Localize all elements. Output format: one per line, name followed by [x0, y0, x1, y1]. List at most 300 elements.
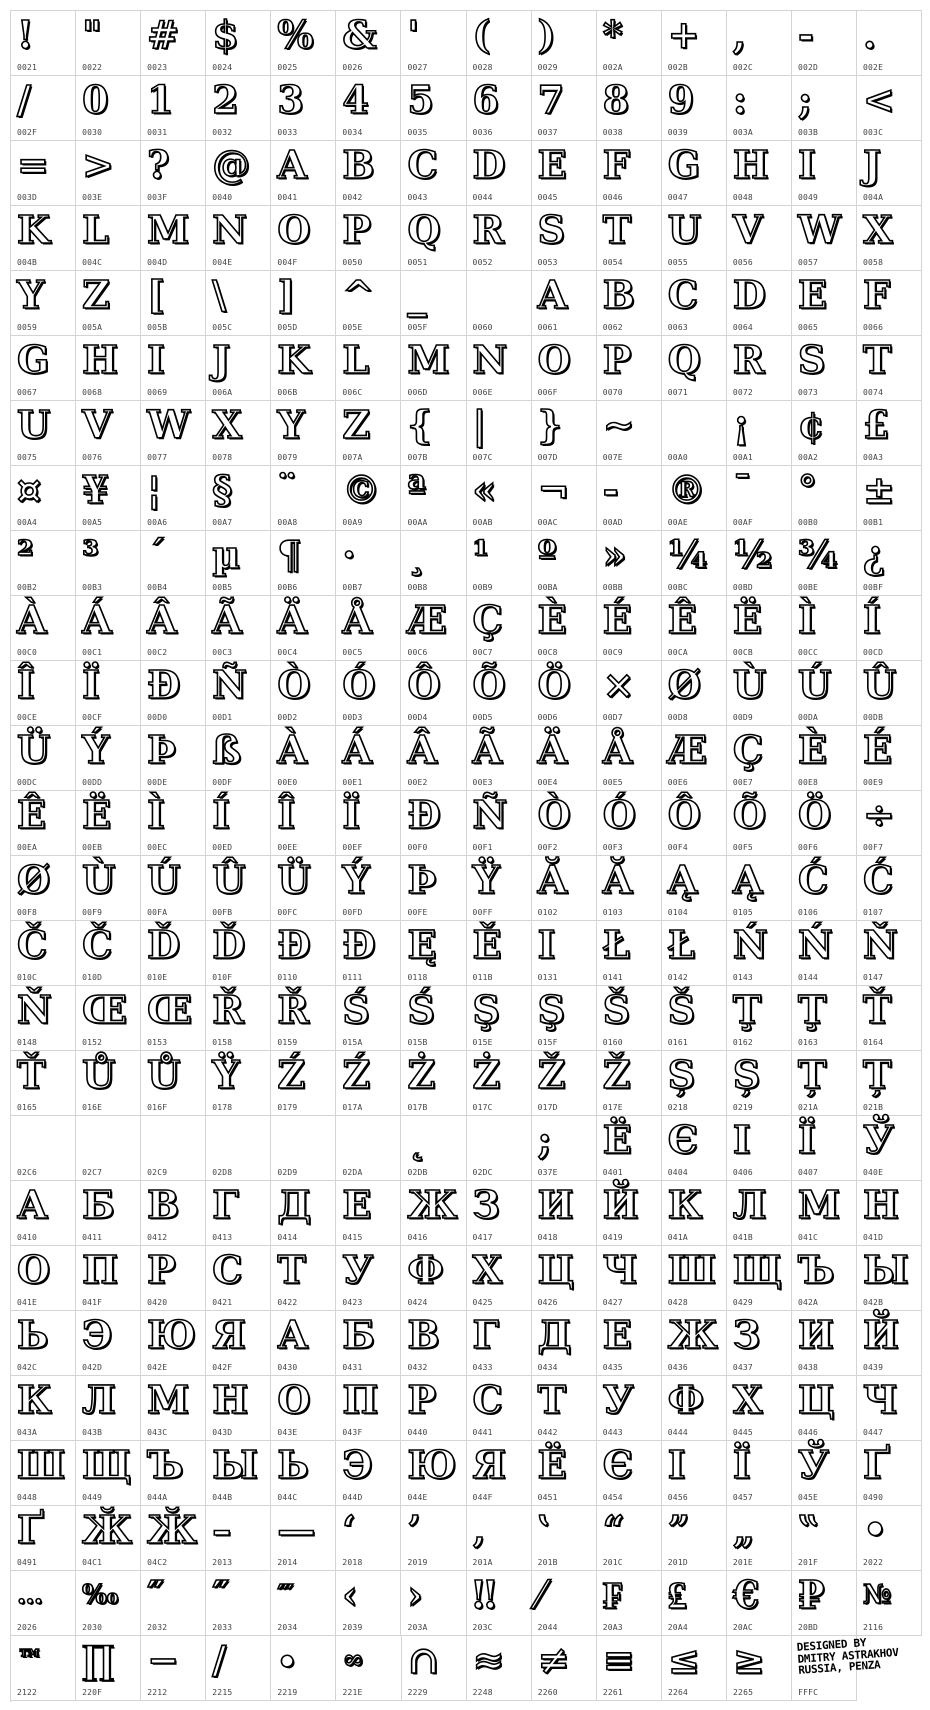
glyph-code-label: 044E [407, 1493, 428, 1502]
glyph-code-label: 00BF [863, 583, 884, 592]
glyph-code-label: 00E5 [602, 778, 623, 787]
glyph-code-label: 004A [863, 193, 884, 202]
glyph-sample: Y [277, 402, 304, 447]
glyph-code-label: 00B8 [407, 583, 428, 592]
glyph-code-label: 00C7 [472, 648, 493, 657]
glyph-sample: − [147, 1637, 179, 1682]
glyph-sample: Ú [147, 857, 180, 902]
glyph-sample: Ä [537, 727, 567, 772]
glyph-code-label: 017B [407, 1103, 428, 1112]
glyph-cell [662, 141, 727, 206]
glyph-cell [857, 466, 922, 531]
glyph-cell [727, 206, 792, 271]
glyph-code-label: 0029 [537, 63, 558, 72]
glyph-sample: Ń [797, 922, 832, 967]
glyph-sample: О [277, 1377, 310, 1422]
glyph-sample: І [667, 1442, 685, 1487]
glyph-cell [532, 466, 597, 531]
glyph-sample: < [863, 77, 894, 122]
glyph-code-label: 0416 [407, 1233, 428, 1242]
glyph-code-label: 0031 [147, 128, 168, 137]
glyph-sample: Î [17, 662, 34, 707]
glyph-sample: J [863, 142, 880, 187]
glyph-cell [662, 661, 727, 726]
glyph-sample: Õ [472, 662, 505, 707]
glyph-sample: ? [147, 142, 169, 187]
glyph-sample: W [147, 402, 189, 447]
glyph-sample: Ď [212, 922, 245, 967]
glyph-cell [727, 1506, 792, 1571]
glyph-cell [11, 1376, 76, 1441]
glyph-sample: Й [863, 1312, 898, 1357]
glyph-cell [401, 1506, 466, 1571]
glyph-code-label: 00E3 [472, 778, 493, 787]
glyph-sample: ‴ [277, 1580, 293, 1610]
glyph-code-label: 00D1 [212, 713, 233, 722]
glyph-code-label: 0061 [537, 323, 558, 332]
glyph-sample: Ý [82, 727, 109, 772]
glyph-code-label: 0050 [342, 258, 363, 267]
glyph-sample: Ы [212, 1442, 257, 1487]
glyph-cell [271, 271, 336, 336]
glyph-code-label: 0103 [602, 908, 623, 917]
glyph-code-label: 00E0 [277, 778, 298, 787]
glyph-sample: Х [732, 1377, 762, 1422]
glyph-code-label: 004E [212, 258, 233, 267]
glyph-sample: Ú [797, 662, 831, 707]
glyph-sample: § [212, 467, 232, 512]
glyph-code-label: 02C7 [82, 1168, 103, 1177]
glyph-cell [206, 1246, 271, 1311]
glyph-sample: ₽ [797, 1572, 824, 1617]
glyph-cell [206, 921, 271, 986]
glyph-cell [141, 1571, 206, 1636]
glyph-code-label: 017A [342, 1103, 363, 1112]
glyph-cell [597, 1441, 662, 1506]
glyph-sample: : [732, 77, 746, 122]
glyph-cell [336, 1181, 401, 1246]
glyph-row [11, 76, 922, 141]
glyph-code-label: 0055 [667, 258, 688, 267]
glyph-sample: ≈ [472, 1637, 504, 1682]
glyph-code-label: 0105 [732, 908, 753, 917]
glyph-sample: F [602, 142, 629, 187]
glyph-code-label: 00AD [602, 518, 623, 527]
glyph-code-label: 041B [732, 1233, 753, 1242]
glyph-code-label: 02DA [342, 1168, 363, 1177]
glyph-code-label: 00B1 [863, 518, 884, 527]
glyph-code-label: 0165 [17, 1103, 38, 1112]
glyph-sample: O [537, 337, 570, 382]
glyph-cell [11, 1246, 76, 1311]
glyph-cell [401, 1181, 466, 1246]
glyph-sample: Ż [407, 1052, 435, 1097]
glyph-sample: ³ [82, 532, 98, 577]
glyph-row [11, 1376, 922, 1441]
glyph-code-label: 00F8 [17, 908, 38, 917]
glyph-cell [401, 466, 466, 531]
glyph-code-label: 044A [147, 1493, 168, 1502]
glyph-cell [401, 1246, 466, 1311]
glyph-cell [141, 401, 206, 466]
glyph-code-label: 0074 [863, 388, 884, 397]
glyph-cell [271, 531, 336, 596]
glyph-code-label: 005C [212, 323, 233, 332]
glyph-code-label: 0064 [732, 323, 753, 332]
glyph-cell [727, 141, 792, 206]
glyph-cell [597, 11, 662, 76]
glyph-grid [10, 10, 922, 1702]
glyph-code-label: 0159 [277, 1038, 298, 1047]
glyph-cell [467, 11, 532, 76]
glyph-code-label: 2030 [82, 1623, 103, 1632]
glyph-cell [11, 11, 76, 76]
glyph-sample: „ [732, 1507, 754, 1552]
glyph-code-label: 007E [602, 453, 623, 462]
glyph-sample: - [602, 467, 618, 512]
glyph-code-label: 0077 [147, 453, 168, 462]
glyph-cell [141, 986, 206, 1051]
glyph-code-label: 044D [342, 1493, 363, 1502]
glyph-code-label: 2022 [863, 1558, 884, 1567]
glyph-cell [206, 206, 271, 271]
glyph-sample: Í [212, 792, 230, 837]
glyph-sample: Ц [797, 1377, 834, 1422]
glyph-sample: V [732, 207, 762, 252]
glyph-sample: Ў [797, 1442, 828, 1487]
glyph-code-label: 0401 [602, 1168, 623, 1177]
glyph-sample: Ć [797, 857, 828, 902]
glyph-cell [11, 1441, 76, 1506]
glyph-cell [532, 596, 597, 661]
glyph-code-label: 00AC [537, 518, 558, 527]
glyph-sample: Ă [602, 857, 632, 902]
glyph-code-label: 00ED [212, 843, 233, 852]
glyph-code-label: 003C [863, 128, 884, 137]
glyph-code-label: 0104 [667, 908, 688, 917]
glyph-code-label: 0451 [537, 1493, 558, 1502]
glyph-code-label: 0060 [472, 323, 493, 332]
glyph-cell [336, 271, 401, 336]
glyph-cell [532, 1376, 597, 1441]
glyph-sample: Ґ [17, 1507, 43, 1552]
glyph-code-label: 0075 [17, 453, 38, 462]
glyph-code-label: 201D [667, 1558, 688, 1567]
glyph-cell [532, 141, 597, 206]
glyph-code-label: 00D3 [342, 713, 363, 722]
glyph-code-label: 00C4 [277, 648, 298, 657]
glyph-cell [662, 1116, 727, 1181]
glyph-sample: Ą [667, 857, 697, 902]
glyph-sample: 0 [82, 77, 108, 122]
glyph-sample: / [17, 77, 30, 122]
glyph-sample: В [407, 1312, 439, 1357]
glyph-code-label: 00A8 [277, 518, 298, 527]
glyph-code-label: 004D [147, 258, 168, 267]
glyph-cell [467, 1051, 532, 1116]
glyph-sample: Ó [602, 792, 635, 837]
glyph-cell [727, 791, 792, 856]
glyph-cell [597, 466, 662, 531]
glyph-cell [467, 1506, 532, 1571]
glyph-code-label: 201A [472, 1558, 493, 1567]
glyph-code-label: 0445 [732, 1428, 753, 1437]
glyph-sample: I [147, 337, 164, 382]
glyph-sample: K [17, 207, 50, 252]
glyph-code-label: 00C8 [537, 648, 558, 657]
glyph-cell [532, 1441, 597, 1506]
glyph-cell [141, 1506, 206, 1571]
glyph-sample: Э [82, 1312, 112, 1357]
glyph-code-label: 00DC [17, 778, 38, 787]
glyph-code-label: 0041 [277, 193, 298, 202]
glyph-cell [467, 1441, 532, 1506]
glyph-cell [727, 1311, 792, 1376]
glyph-sample: Ø [17, 857, 50, 902]
glyph-cell [857, 271, 922, 336]
glyph-code-label: 00FF [472, 908, 493, 917]
glyph-code-label: 0049 [797, 193, 819, 202]
glyph-code-label: 007B [407, 453, 428, 462]
glyph-cell [271, 466, 336, 531]
glyph-sample: Ï [82, 662, 99, 707]
glyph-sample: Þ [147, 727, 175, 772]
glyph-code-label: 02D9 [277, 1168, 298, 1177]
glyph-cell [271, 596, 336, 661]
glyph-code-label: 003E [82, 193, 103, 202]
glyph-cell [727, 1376, 792, 1441]
glyph-sample: Å [342, 597, 371, 642]
glyph-code-label: 0068 [82, 388, 103, 397]
glyph-code-label: 0404 [667, 1168, 688, 1177]
glyph-sample: Ù [732, 662, 765, 707]
glyph-cell [141, 141, 206, 206]
glyph-sample: У [342, 1247, 373, 1292]
glyph-sample: Д [277, 1182, 311, 1227]
glyph-cell [467, 986, 532, 1051]
glyph-cell [467, 531, 532, 596]
glyph-code-label: 044F [472, 1493, 493, 1502]
glyph-cell [792, 1636, 900, 1701]
glyph-code-label: 00A9 [342, 518, 363, 527]
glyph-sample: К [17, 1377, 51, 1422]
glyph-cell [11, 661, 76, 726]
glyph-cell [662, 791, 727, 856]
glyph-sample: Ё [602, 1117, 631, 1162]
glyph-code-label: 042B [863, 1298, 884, 1307]
glyph-sample: Ž [537, 1052, 565, 1097]
glyph-cell [662, 596, 727, 661]
glyph-sample: G [17, 337, 49, 382]
glyph-code-label: 00C5 [342, 648, 363, 657]
glyph-cell [401, 531, 466, 596]
glyph-cell [11, 726, 76, 791]
glyph-sample: Ö [797, 792, 831, 837]
glyph-cell [792, 1181, 857, 1246]
glyph-cell [206, 76, 271, 141]
glyph-sample: Ù [82, 857, 115, 902]
glyph-code-label: 0062 [602, 323, 623, 332]
glyph-code-label: 00F7 [863, 843, 884, 852]
glyph-code-label: 00C2 [147, 648, 168, 657]
glyph-cell [467, 1116, 532, 1181]
glyph-code-label: 0078 [212, 453, 233, 462]
glyph-sample: С [472, 1377, 502, 1422]
glyph-sample: Ë [82, 792, 111, 837]
glyph-sample: Г [472, 1312, 498, 1357]
glyph-cell [141, 791, 206, 856]
glyph-cell [206, 141, 271, 206]
glyph-sample: K [277, 337, 310, 382]
glyph-cell [597, 921, 662, 986]
glyph-sample: Ñ [212, 662, 246, 707]
glyph-code-label: 20AC [732, 1623, 753, 1632]
glyph-sample: Ș [667, 1052, 695, 1097]
glyph-code-label: 02C6 [17, 1168, 38, 1177]
glyph-sample: Ţ [732, 987, 761, 1032]
glyph-code-label: 0152 [82, 1038, 103, 1047]
glyph-code-label: 0107 [863, 908, 884, 917]
glyph-code-label: 2033 [212, 1623, 233, 1632]
glyph-row [11, 141, 922, 206]
glyph-cell [11, 1506, 76, 1571]
glyph-cell [467, 921, 532, 986]
glyph-sample: Ў [863, 1117, 893, 1162]
glyph-cell [76, 791, 141, 856]
glyph-sample: ! [17, 12, 33, 57]
glyph-cell [206, 986, 271, 1051]
glyph-sample: Ї [732, 1442, 750, 1487]
glyph-code-label: 041A [667, 1233, 688, 1242]
glyph-code-label: 0428 [667, 1298, 688, 1307]
glyph-cell [727, 726, 792, 791]
glyph-code-label: 0023 [147, 63, 168, 72]
glyph-row [11, 206, 922, 271]
glyph-cell [792, 141, 857, 206]
glyph-cell [532, 856, 597, 921]
glyph-sample: ″ [147, 1572, 164, 1617]
glyph-code-label: 044C [277, 1493, 298, 1502]
glyph-cell [11, 1051, 76, 1116]
glyph-sample: ÷ [863, 792, 894, 837]
glyph-sample: Ю [407, 1442, 456, 1487]
glyph-cell [336, 856, 401, 921]
glyph-code-label: 00E9 [863, 778, 884, 787]
glyph-sample: В [147, 1182, 179, 1227]
glyph-code-label: 00B4 [147, 583, 168, 592]
glyph-code-label: 0065 [797, 323, 819, 332]
glyph-code-label: 043D [212, 1428, 233, 1437]
glyph-sample: Ř [212, 987, 243, 1032]
glyph-cell [662, 921, 727, 986]
glyph-sample: A [537, 272, 567, 317]
glyph-sample: Š [602, 987, 630, 1032]
glyph-code-label: 00C0 [17, 648, 38, 657]
glyph-sample: 7 [537, 77, 564, 122]
glyph-cell [11, 1636, 76, 1701]
glyph-sample: Ш [17, 1442, 65, 1487]
glyph-code-label: 0042 [342, 193, 363, 202]
glyph-cell [206, 1051, 271, 1116]
glyph-code-label: 004C [82, 258, 103, 267]
glyph-cell [271, 1376, 336, 1441]
glyph-sample: Д [537, 1312, 571, 1357]
glyph-cell [76, 1636, 141, 1701]
glyph-code-label: 0034 [342, 128, 363, 137]
glyph-code-label: 00B0 [797, 518, 819, 527]
glyph-sample: 1 [147, 77, 173, 122]
glyph-code-label: 0413 [212, 1233, 233, 1242]
glyph-sample: Ö [537, 662, 570, 707]
glyph-sample: É [602, 597, 631, 642]
glyph-code-label: 0438 [797, 1363, 819, 1372]
glyph-code-label: 011B [472, 973, 493, 982]
glyph-code-label: 0039 [667, 128, 688, 137]
glyph-code-label: 2215 [212, 1688, 233, 1697]
glyph-sample: ∩ [407, 1637, 439, 1682]
glyph-cell [271, 921, 336, 986]
glyph-sample: \ [212, 272, 226, 317]
glyph-code-label: 00CB [732, 648, 753, 657]
glyph-cell [401, 726, 466, 791]
glyph-code-label: 0419 [602, 1233, 623, 1242]
glyph-cell [662, 986, 727, 1051]
glyph-cell [597, 1051, 662, 1116]
glyph-sample: Л [732, 1182, 766, 1227]
glyph-sample: ¼ [667, 532, 707, 577]
glyph-sample: Ç [732, 727, 763, 772]
glyph-cell [857, 401, 922, 466]
glyph-code-label: 007A [342, 453, 363, 462]
glyph-sample: Á [82, 597, 111, 642]
glyph-code-label: 002F [17, 128, 38, 137]
glyph-sample: У [602, 1377, 633, 1422]
glyph-cell [467, 1311, 532, 1376]
glyph-sample: ¬ [537, 467, 569, 512]
glyph-code-label: 00FC [277, 908, 298, 917]
glyph-sample: Ť [863, 987, 891, 1032]
glyph-code-label: 0178 [212, 1103, 233, 1112]
glyph-cell [532, 1506, 597, 1571]
glyph-code-label: 00BE [797, 583, 819, 592]
glyph-code-label: 0410 [17, 1233, 38, 1242]
glyph-code-label: 006D [407, 388, 428, 397]
glyph-cell [532, 76, 597, 141]
glyph-code-label: 00DF [212, 778, 233, 787]
glyph-row [11, 531, 922, 596]
glyph-sample: ∞ [342, 1645, 364, 1675]
glyph-sample: ª [407, 467, 425, 512]
glyph-sample: Č [82, 922, 112, 967]
glyph-sample: × [602, 662, 634, 707]
glyph-code-label: 0067 [17, 388, 38, 397]
glyph-sample: Ü [17, 727, 50, 772]
glyph-code-label: 0218 [667, 1103, 688, 1112]
glyph-sample: Ь [277, 1442, 308, 1487]
glyph-code-label: 015B [407, 1038, 428, 1047]
glyph-code-label: 0053 [537, 258, 558, 267]
glyph-cell [141, 1636, 206, 1701]
glyph-code-label: 00A7 [212, 518, 233, 527]
glyph-code-label: 0161 [667, 1038, 688, 1047]
glyph-sample: Y [17, 272, 44, 317]
glyph-cell [467, 401, 532, 466]
glyph-code-label: 002A [602, 63, 623, 72]
glyph-cell [11, 1116, 76, 1181]
glyph-sample: G [667, 142, 700, 187]
glyph-code-label: 00EC [147, 843, 168, 852]
glyph-cell [206, 1181, 271, 1246]
